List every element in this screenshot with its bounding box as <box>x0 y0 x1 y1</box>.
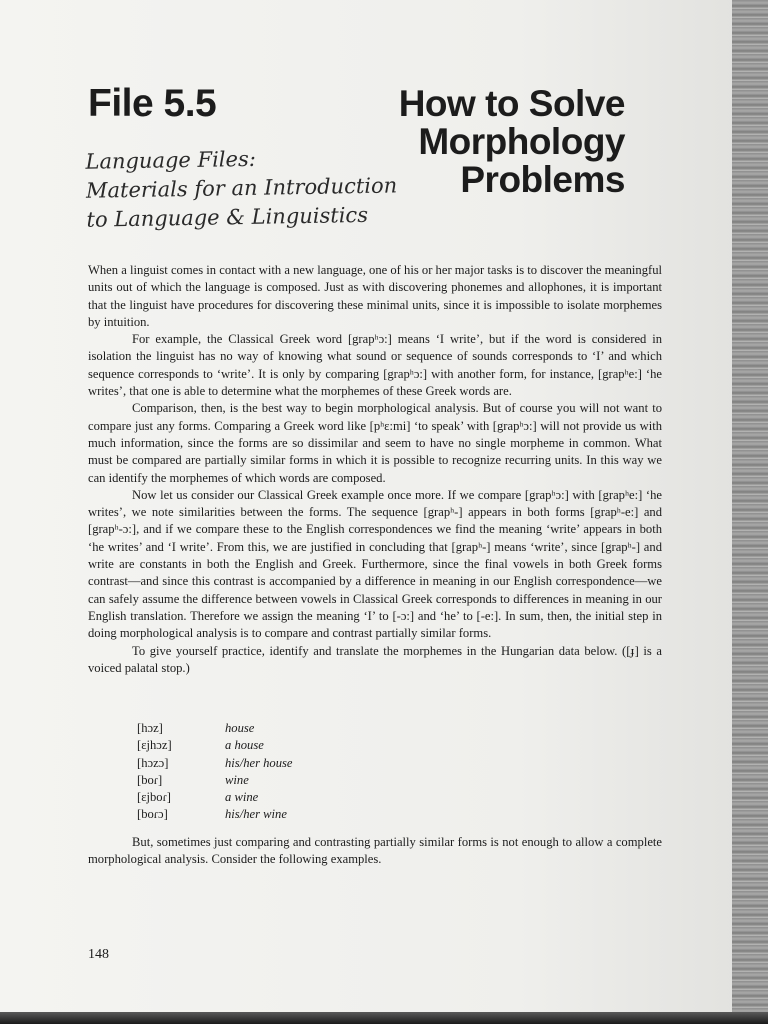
body-text <box>88 262 662 677</box>
paragraph: To give yourself practice, identify and translate the morphemes in the Hungarian data below. ([ɟ] is a voiced palatal stop.) <box>88 643 662 675</box>
handwritten-line: Language Files: <box>85 146 257 174</box>
gloss-cell: a house <box>225 738 264 753</box>
table-row <box>137 720 293 737</box>
paragraph: Comparison, then, is the best way to begin morphological analysis. But of course you will not want to compare just any forms. Comparing a Greek word like [pʰɛ:mi] ‘to speak’ with [grapʰɔ:] will not provide us with much information, since the forms are so dissimilar and seem to have no single morpheme in common. What must be compared are partially similar forms in which it is possible to recognize recurring units. In this way we can identify the morphemes of which words are composed. <box>88 401 662 485</box>
title-line: How to Solve <box>398 83 625 124</box>
paragraph: Now let us consider our Classical Greek example once more. If we compare [grapʰɔ:] with [grapʰe:] ‘he writes’, we note similarities between the forms. The sequence [grapʰ-] appears in both forms [grapʰ-e:] and [grapʰ-ɔ:], and if we compare these to the English correspondences we find the meaning ‘write’ appears in both ‘he writes’ and ‘I write’. From this, we are justified in concluding that [grapʰ-] means ‘write’, since [grapʰ-] and write are constants in both the English and Greek. Furthermore, since the final vowels in both Greek forms contrast—and since this contrast is accompanied by a difference in meaning in our English correspondence—we can safely assume the difference between vowels in Classical Greek corresponds to differences in meaning in our English translation. Therefore we assign the meaning ‘I’ to [-ɔ:] and ‘he’ to [-e:]. In sum, then, the initial step in doing morphological analysis is to compare and contrast partially similar forms. <box>88 487 662 641</box>
hungarian-data-table <box>137 720 293 824</box>
form-cell: [ɛjhɔz] <box>137 738 172 753</box>
form-cell: [boɾ] <box>137 772 163 787</box>
gloss-cell: his/her house <box>225 755 293 770</box>
table-row <box>137 755 293 772</box>
form-cell: [hɔzɔ] <box>137 755 169 770</box>
gloss-cell: a wine <box>225 790 259 805</box>
gloss-cell: house <box>225 721 255 735</box>
gloss-cell: wine <box>225 772 249 787</box>
table-row <box>137 789 293 806</box>
paragraph: But, sometimes just comparing and contrasting partially similar forms is not enough to allow a complete morphological analysis. Consider the following examples. <box>88 835 662 867</box>
page-number: 148 <box>88 947 109 962</box>
form-cell: [hɔz] <box>137 721 163 735</box>
title-line: Problems <box>460 159 625 200</box>
handwritten-note <box>85 142 406 235</box>
scan-bottom-edge <box>0 1012 768 1024</box>
book-edge-shadow <box>732 0 768 1024</box>
paragraph: When a linguist comes in contact with a new language, one of his or her major tasks is to discover the meaningful units out of which the language is composed. Just as with discovering phonemes and allophones, it is important that the linguist have procedures for discovering these minimal units, since it is impossible to isolate morphemes by intuition. <box>88 263 662 329</box>
table-row <box>137 772 293 789</box>
closing-text <box>88 834 662 869</box>
paragraph: For example, the Classical Greek word [grapʰɔ:] means ‘I write’, but if the word is considered in isolation the linguist has no way of knowing what sound or sequence of sounds corresponds to ‘I’ and which sequence corresponds to ‘write’. It is only by comparing [grapʰɔ:] with another form, for instance, [grapʰe:] ‘he writes’, that one is able to determine what the morphemes of these Greek words are. <box>88 332 662 399</box>
handwritten-line: to Language & Linguistics <box>86 202 369 232</box>
gloss-cell: his/her wine <box>225 807 287 822</box>
table-row <box>137 806 293 823</box>
handwritten-line: Materials for an Introduction <box>85 173 398 203</box>
form-cell: [boɾɔ] <box>137 807 168 822</box>
file-number: File 5.5 <box>88 82 217 125</box>
table-row <box>137 737 293 754</box>
form-cell: [ɛjboɾ] <box>137 790 171 805</box>
title-line: Morphology <box>418 121 625 162</box>
